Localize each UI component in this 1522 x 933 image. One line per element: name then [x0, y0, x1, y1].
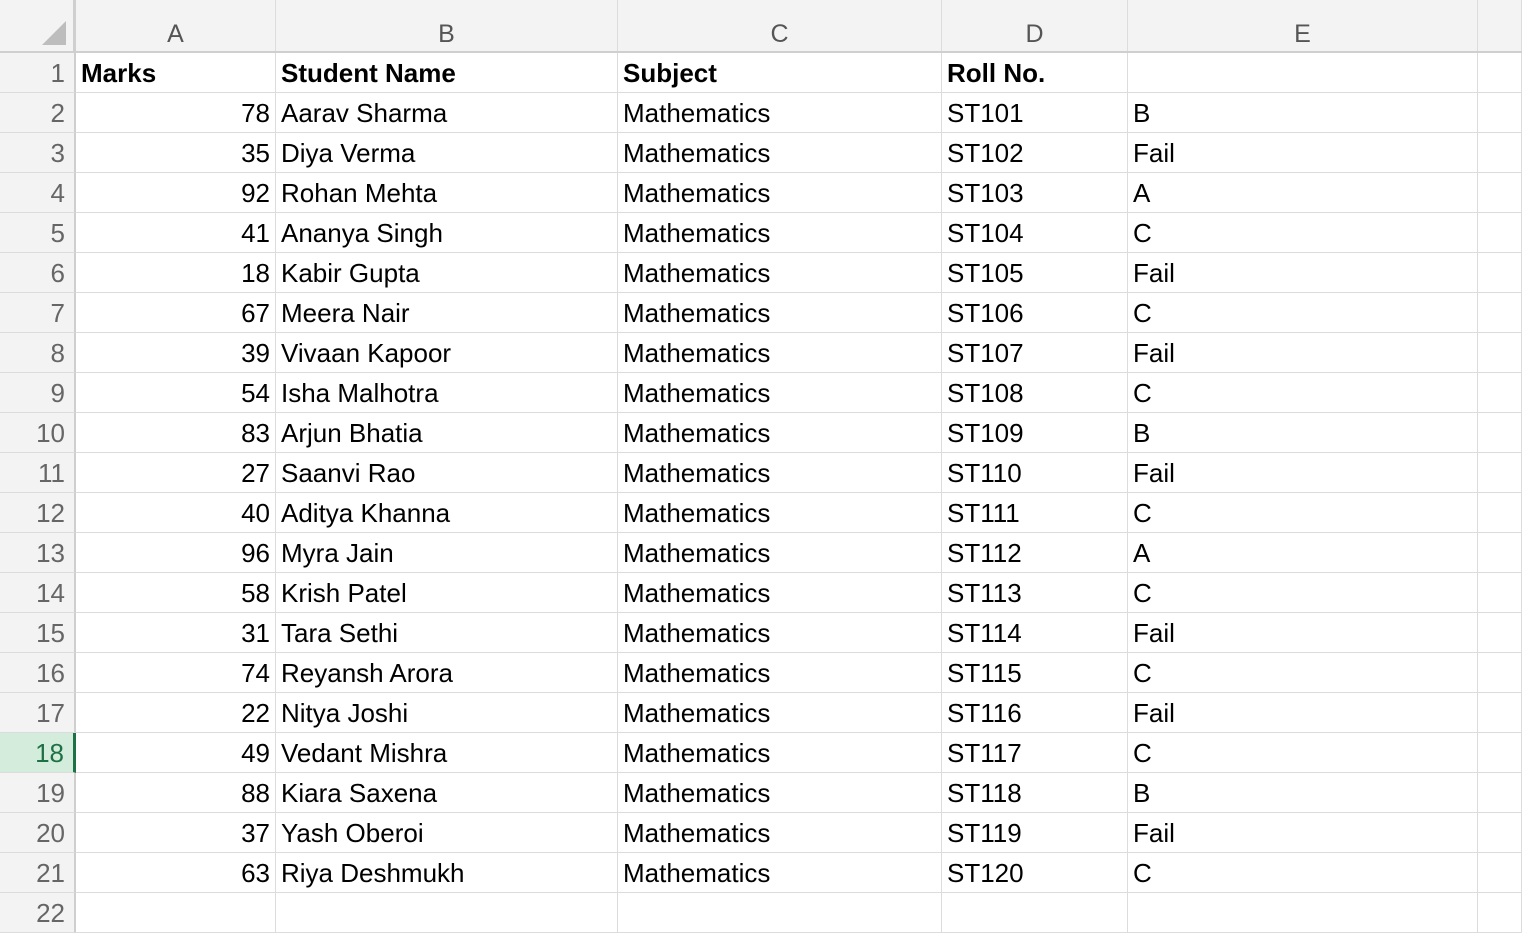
cell-marks[interactable]: 78	[76, 93, 276, 133]
cell[interactable]	[1478, 613, 1522, 653]
cell[interactable]	[1478, 213, 1522, 253]
cell-subject[interactable]: Mathematics	[618, 333, 942, 373]
cell-name[interactable]: Rohan Mehta	[276, 173, 618, 213]
cell-name[interactable]: Isha Malhotra	[276, 373, 618, 413]
table-row	[0, 293, 1522, 333]
row-header[interactable]: 17	[0, 693, 76, 733]
row-header[interactable]: 22	[0, 893, 76, 933]
row-header[interactable]: 2	[0, 93, 76, 133]
table-row	[0, 573, 1522, 613]
cell-header-name[interactable]: Student Name	[276, 53, 618, 93]
cell[interactable]	[1478, 813, 1522, 853]
cell-subject[interactable]: Mathematics	[618, 133, 942, 173]
cell-subject[interactable]: Mathematics	[618, 213, 942, 253]
cell-header-marks[interactable]: Marks	[76, 53, 276, 93]
table-row	[0, 893, 1522, 933]
cell-subject[interactable]: Mathematics	[618, 453, 942, 493]
cell-roll[interactable]: ST102	[942, 133, 1128, 173]
cell-subject[interactable]: Mathematics	[618, 413, 942, 453]
table-row	[0, 653, 1522, 693]
cell-header-roll[interactable]: Roll No.	[942, 53, 1128, 93]
cell-marks[interactable]: 92	[76, 173, 276, 213]
cell-marks[interactable]: 41	[76, 213, 276, 253]
cell[interactable]	[942, 893, 1128, 933]
table-row-header	[0, 53, 1522, 93]
row-header[interactable]: 13	[0, 533, 76, 573]
cell-grade[interactable]: A	[1128, 173, 1478, 213]
cell-roll[interactable]: ST116	[942, 693, 1128, 733]
cell[interactable]	[1478, 533, 1522, 573]
table-row	[0, 133, 1522, 173]
cell-subject[interactable]: Mathematics	[618, 573, 942, 613]
cell-roll[interactable]: ST106	[942, 293, 1128, 333]
cell-roll[interactable]: ST109	[942, 413, 1128, 453]
row-header[interactable]: 6	[0, 253, 76, 293]
cell[interactable]	[1478, 653, 1522, 693]
cell-grade[interactable]: C	[1128, 653, 1478, 693]
table-row	[0, 333, 1522, 373]
cell[interactable]	[1478, 293, 1522, 333]
cell-grade[interactable]: C	[1128, 853, 1478, 893]
cell-roll[interactable]: ST115	[942, 653, 1128, 693]
cell-marks[interactable]: 39	[76, 333, 276, 373]
cell-grade[interactable]: Fail	[1128, 133, 1478, 173]
cell-name[interactable]: Arjun Bhatia	[276, 413, 618, 453]
row-header[interactable]: 20	[0, 813, 76, 853]
cell-header-subject[interactable]: Subject	[618, 53, 942, 93]
select-all-button[interactable]	[0, 0, 76, 51]
cell-grade[interactable]: Fail	[1128, 253, 1478, 293]
cell-grade[interactable]: B	[1128, 413, 1478, 453]
row-header[interactable]: 9	[0, 373, 76, 413]
cell-name[interactable]: Vivaan Kapoor	[276, 333, 618, 373]
row-header[interactable]: 7	[0, 293, 76, 333]
cell-roll[interactable]: ST111	[942, 493, 1128, 533]
cell[interactable]	[1478, 93, 1522, 133]
cell-marks[interactable]: 67	[76, 293, 276, 333]
table-row	[0, 813, 1522, 853]
select-all-triangle-icon	[42, 21, 66, 45]
cell-subject[interactable]: Mathematics	[618, 693, 942, 733]
cell-grade[interactable]: Fail	[1128, 333, 1478, 373]
cell-marks[interactable]: 18	[76, 253, 276, 293]
row-header[interactable]: 15	[0, 613, 76, 653]
row-header[interactable]: 16	[0, 653, 76, 693]
cell[interactable]	[618, 893, 942, 933]
cell[interactable]	[1478, 693, 1522, 733]
cell-marks[interactable]: 58	[76, 573, 276, 613]
row-header[interactable]: 8	[0, 333, 76, 373]
cell[interactable]	[1478, 173, 1522, 213]
cell-name[interactable]: Tara Sethi	[276, 613, 618, 653]
cell-name[interactable]: Saanvi Rao	[276, 453, 618, 493]
row-header[interactable]: 14	[0, 573, 76, 613]
cell-name[interactable]: Krish Patel	[276, 573, 618, 613]
cell-roll[interactable]: ST114	[942, 613, 1128, 653]
row-header[interactable]: 11	[0, 453, 76, 493]
cell-roll[interactable]: ST104	[942, 213, 1128, 253]
row-header[interactable]: 19	[0, 773, 76, 813]
table-row	[0, 213, 1522, 253]
cell[interactable]	[1478, 453, 1522, 493]
cell-grade[interactable]: B	[1128, 93, 1478, 133]
cell-roll[interactable]: ST101	[942, 93, 1128, 133]
cell-name[interactable]: Reyansh Arora	[276, 653, 618, 693]
cell[interactable]	[1478, 133, 1522, 173]
row-header[interactable]: 18	[0, 733, 76, 773]
cell-marks[interactable]: 31	[76, 613, 276, 653]
cell[interactable]	[1128, 893, 1478, 933]
table-row	[0, 93, 1522, 133]
cell-marks[interactable]: 74	[76, 653, 276, 693]
row-header[interactable]: 3	[0, 133, 76, 173]
cell[interactable]	[76, 893, 276, 933]
cell-subject[interactable]: Mathematics	[618, 653, 942, 693]
column-header-b[interactable]: B	[276, 0, 618, 51]
cell-marks[interactable]: 88	[76, 773, 276, 813]
cell-roll[interactable]: ST113	[942, 573, 1128, 613]
cell-subject[interactable]: Mathematics	[618, 493, 942, 533]
cell-grade[interactable]: Fail	[1128, 693, 1478, 733]
cell-marks[interactable]: 22	[76, 693, 276, 733]
cell[interactable]	[1478, 413, 1522, 453]
cell-subject[interactable]: Mathematics	[618, 93, 942, 133]
cell-marks[interactable]: 37	[76, 813, 276, 853]
table-row	[0, 493, 1522, 533]
cell-subject[interactable]: Mathematics	[618, 773, 942, 813]
cell-roll[interactable]: ST103	[942, 173, 1128, 213]
cell-marks[interactable]: 49	[76, 733, 276, 773]
cell-subject[interactable]: Mathematics	[618, 613, 942, 653]
cell-grade[interactable]: C	[1128, 213, 1478, 253]
cell-name[interactable]: Kiara Saxena	[276, 773, 618, 813]
cell-subject[interactable]: Mathematics	[618, 293, 942, 333]
table-row	[0, 853, 1522, 893]
cell-roll[interactable]: ST110	[942, 453, 1128, 493]
cell-marks[interactable]: 40	[76, 493, 276, 533]
cell[interactable]	[1478, 373, 1522, 413]
cell-subject[interactable]: Mathematics	[618, 373, 942, 413]
cell-subject[interactable]: Mathematics	[618, 173, 942, 213]
table-row	[0, 413, 1522, 453]
cell-name[interactable]: Kabir Gupta	[276, 253, 618, 293]
row-header[interactable]: 12	[0, 493, 76, 533]
cell-grade[interactable]: C	[1128, 373, 1478, 413]
cell[interactable]	[1478, 493, 1522, 533]
cell[interactable]	[1478, 53, 1522, 93]
cell-subject[interactable]: Mathematics	[618, 733, 942, 773]
cell-grade[interactable]: Fail	[1128, 813, 1478, 853]
row-header[interactable]: 10	[0, 413, 76, 453]
cell-name[interactable]: Riya Deshmukh	[276, 853, 618, 893]
cell-grade[interactable]: A	[1128, 533, 1478, 573]
cell-grade[interactable]: C	[1128, 573, 1478, 613]
cell-marks[interactable]: 54	[76, 373, 276, 413]
table-row	[0, 693, 1522, 733]
table-row	[0, 453, 1522, 493]
cell[interactable]	[1478, 733, 1522, 773]
cell-name[interactable]: Diya Verma	[276, 133, 618, 173]
cell-name[interactable]: Yash Oberoi	[276, 813, 618, 853]
table-row	[0, 253, 1522, 293]
cell-marks[interactable]: 63	[76, 853, 276, 893]
cell-name[interactable]: Aarav Sharma	[276, 93, 618, 133]
cell-marks[interactable]: 96	[76, 533, 276, 573]
table-row	[0, 373, 1522, 413]
cell[interactable]	[1478, 333, 1522, 373]
cell[interactable]	[1478, 253, 1522, 293]
cell-roll[interactable]: ST105	[942, 253, 1128, 293]
cell-name[interactable]: Nitya Joshi	[276, 693, 618, 733]
cell-subject[interactable]: Mathematics	[618, 813, 942, 853]
cell-grade[interactable]: C	[1128, 493, 1478, 533]
cell-grade[interactable]: C	[1128, 293, 1478, 333]
cell-subject[interactable]: Mathematics	[618, 853, 942, 893]
column-header-a[interactable]: A	[76, 0, 276, 51]
cell-name[interactable]: Aditya Khanna	[276, 493, 618, 533]
cell-grade[interactable]: C	[1128, 733, 1478, 773]
column-header-d[interactable]: D	[942, 0, 1128, 51]
cell-subject[interactable]: Mathematics	[618, 253, 942, 293]
row-header[interactable]: 5	[0, 213, 76, 253]
cell-name[interactable]: Meera Nair	[276, 293, 618, 333]
cell-roll[interactable]: ST119	[942, 813, 1128, 853]
table-row	[0, 613, 1522, 653]
column-header-row	[0, 0, 1522, 53]
column-header-c[interactable]: C	[618, 0, 942, 51]
table-row	[0, 733, 1522, 773]
column-header-e[interactable]: E	[1128, 0, 1478, 51]
cell-marks[interactable]: 27	[76, 453, 276, 493]
cell[interactable]	[1478, 893, 1522, 933]
table-row	[0, 533, 1522, 573]
row-header[interactable]: 4	[0, 173, 76, 213]
cell-marks[interactable]: 83	[76, 413, 276, 453]
column-header-f[interactable]	[1478, 0, 1522, 51]
cell-roll[interactable]: ST107	[942, 333, 1128, 373]
cell-grade[interactable]: Fail	[1128, 613, 1478, 653]
cell-marks[interactable]: 35	[76, 133, 276, 173]
cell[interactable]	[276, 893, 618, 933]
cell-name[interactable]: Ananya Singh	[276, 213, 618, 253]
cell[interactable]	[1478, 573, 1522, 613]
table-row	[0, 173, 1522, 213]
table-row	[0, 773, 1522, 813]
cell-roll[interactable]: ST117	[942, 733, 1128, 773]
row-header[interactable]: 21	[0, 853, 76, 893]
cell-roll[interactable]: ST118	[942, 773, 1128, 813]
cell-grade[interactable]: Fail	[1128, 453, 1478, 493]
cell-name[interactable]: Myra Jain	[276, 533, 618, 573]
cell-roll[interactable]: ST120	[942, 853, 1128, 893]
cell-subject[interactable]: Mathematics	[618, 533, 942, 573]
cell-roll[interactable]: ST108	[942, 373, 1128, 413]
cell[interactable]	[1478, 853, 1522, 893]
cell[interactable]	[1478, 773, 1522, 813]
cell-grade[interactable]: B	[1128, 773, 1478, 813]
row-header[interactable]: 1	[0, 53, 76, 93]
cell-roll[interactable]: ST112	[942, 533, 1128, 573]
cell-header-grade[interactable]	[1128, 53, 1478, 93]
cell-name[interactable]: Vedant Mishra	[276, 733, 618, 773]
